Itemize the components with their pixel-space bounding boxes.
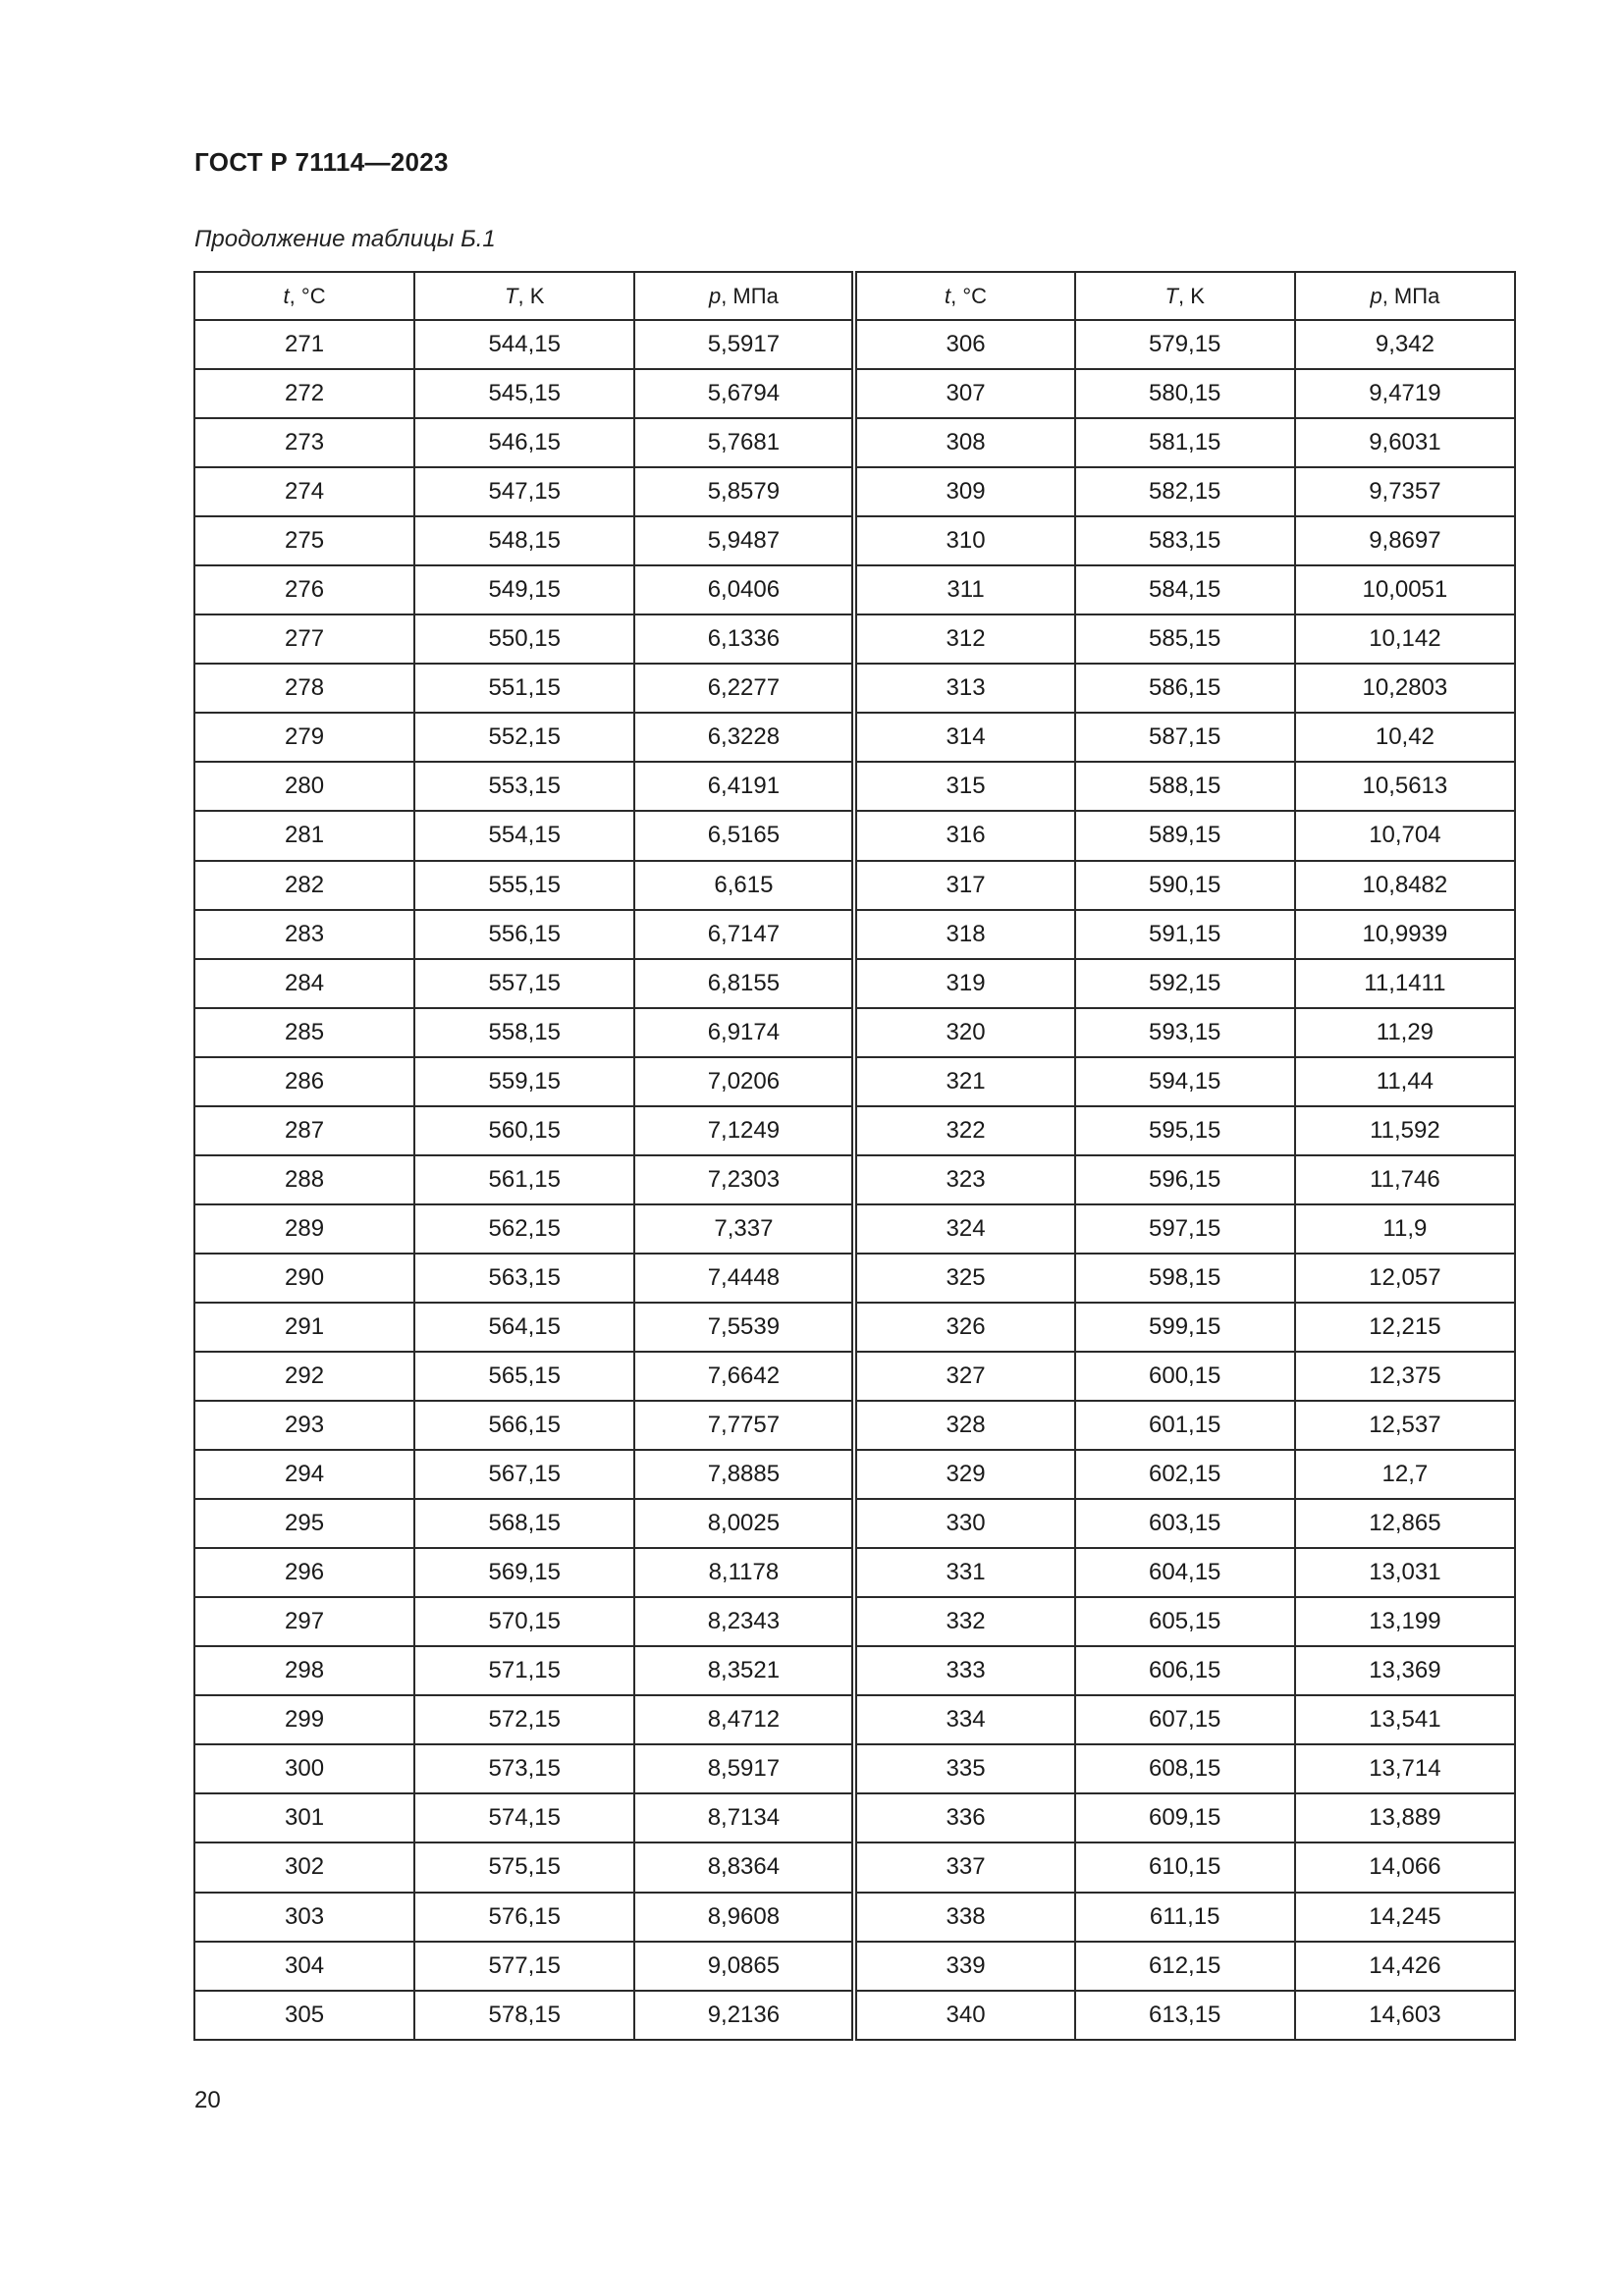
table-cell: 312: [854, 614, 1074, 664]
table-cell: 562,15: [414, 1204, 634, 1254]
table-row: [194, 713, 1515, 762]
table-row: [194, 1057, 1515, 1106]
table-cell: 7,1249: [634, 1106, 854, 1155]
table-row: [194, 1793, 1515, 1842]
table-cell: 320: [854, 1008, 1074, 1057]
table-cell: 321: [854, 1057, 1074, 1106]
table-cell: 600,15: [1075, 1352, 1295, 1401]
table-cell: 546,15: [414, 418, 634, 467]
column-unit: , МПа: [1381, 283, 1440, 308]
table-cell: 570,15: [414, 1597, 634, 1646]
table-cell: 332: [854, 1597, 1074, 1646]
table-cell: 301: [194, 1793, 414, 1842]
table-cell: 309: [854, 467, 1074, 516]
table-cell: 9,6031: [1295, 418, 1515, 467]
table-cell: 563,15: [414, 1254, 634, 1303]
table-cell: 9,342: [1295, 320, 1515, 369]
table-cell: 275: [194, 516, 414, 565]
table-cell: 587,15: [1075, 713, 1295, 762]
table-cell: 311: [854, 565, 1074, 614]
table-cell: 6,9174: [634, 1008, 854, 1057]
table-cell: 11,9: [1295, 1204, 1515, 1254]
table-cell: 569,15: [414, 1548, 634, 1597]
table-row: [194, 418, 1515, 467]
header-row: [194, 272, 1515, 320]
table-cell: 8,4712: [634, 1695, 854, 1744]
table-cell: 316: [854, 811, 1074, 860]
table-cell: 11,592: [1295, 1106, 1515, 1155]
table-cell: 597,15: [1075, 1204, 1295, 1254]
table-row: [194, 1008, 1515, 1057]
table-cell: 10,42: [1295, 713, 1515, 762]
table-cell: 319: [854, 959, 1074, 1008]
table-cell: 583,15: [1075, 516, 1295, 565]
table-cell: 9,2136: [634, 1991, 854, 2040]
table-cell: 581,15: [1075, 418, 1295, 467]
table-cell: 565,15: [414, 1352, 634, 1401]
table-cell: 577,15: [414, 1942, 634, 1991]
table-cell: 6,615: [634, 861, 854, 910]
table-cell: 6,1336: [634, 614, 854, 664]
table-row: [194, 1744, 1515, 1793]
document-id: ГОСТ Р 71114—2023: [194, 147, 449, 177]
table-cell: 556,15: [414, 910, 634, 959]
table-cell: 612,15: [1075, 1942, 1295, 1991]
table-cell: 329: [854, 1450, 1074, 1499]
table-cell: 12,215: [1295, 1303, 1515, 1352]
table-cell: 330: [854, 1499, 1074, 1548]
table-cell: 8,2343: [634, 1597, 854, 1646]
table-row: [194, 1303, 1515, 1352]
table-cell: 327: [854, 1352, 1074, 1401]
table-cell: 611,15: [1075, 1893, 1295, 1942]
table-cell: 294: [194, 1450, 414, 1499]
table-cell: 544,15: [414, 320, 634, 369]
table-cell: 271: [194, 320, 414, 369]
table-cell: 323: [854, 1155, 1074, 1204]
table-cell: 586,15: [1075, 664, 1295, 713]
table-cell: 602,15: [1075, 1450, 1295, 1499]
table-cell: 302: [194, 1842, 414, 1892]
table-cell: 561,15: [414, 1155, 634, 1204]
table-cell: 558,15: [414, 1008, 634, 1057]
table-cell: 14,426: [1295, 1942, 1515, 1991]
table-cell: 605,15: [1075, 1597, 1295, 1646]
table-cell: 274: [194, 467, 414, 516]
table-cell: 337: [854, 1842, 1074, 1892]
table-cell: 313: [854, 664, 1074, 713]
table-row: [194, 369, 1515, 418]
column-header: [1295, 272, 1515, 320]
table-row: [194, 1352, 1515, 1401]
table-cell: 579,15: [1075, 320, 1295, 369]
table-cell: 297: [194, 1597, 414, 1646]
table-cell: 314: [854, 713, 1074, 762]
table-cell: 6,3228: [634, 713, 854, 762]
table-cell: 8,5917: [634, 1744, 854, 1793]
table-row: [194, 664, 1515, 713]
table-row: [194, 910, 1515, 959]
table-cell: 11,44: [1295, 1057, 1515, 1106]
table-cell: 283: [194, 910, 414, 959]
table-cell: 575,15: [414, 1842, 634, 1892]
table-cell: 608,15: [1075, 1744, 1295, 1793]
table-caption: Продолжение таблицы Б.1: [194, 226, 496, 252]
table-cell: 322: [854, 1106, 1074, 1155]
table-cell: 568,15: [414, 1499, 634, 1548]
table-cell: 582,15: [1075, 467, 1295, 516]
column-header: [634, 272, 854, 320]
table-cell: 5,8579: [634, 467, 854, 516]
table-cell: 7,0206: [634, 1057, 854, 1106]
column-header: [854, 272, 1074, 320]
table-cell: 560,15: [414, 1106, 634, 1155]
table-cell: 9,8697: [1295, 516, 1515, 565]
table-cell: 10,5613: [1295, 762, 1515, 811]
table-cell: 5,6794: [634, 369, 854, 418]
table-cell: 5,5917: [634, 320, 854, 369]
table-row: [194, 1842, 1515, 1892]
table-cell: 551,15: [414, 664, 634, 713]
table-cell: 13,031: [1295, 1548, 1515, 1597]
table-row: [194, 1155, 1515, 1204]
table-cell: 12,7: [1295, 1450, 1515, 1499]
table-cell: 303: [194, 1893, 414, 1942]
table-cell: 7,6642: [634, 1352, 854, 1401]
table-cell: 11,1411: [1295, 959, 1515, 1008]
table-cell: 10,704: [1295, 811, 1515, 860]
table-cell: 326: [854, 1303, 1074, 1352]
table-cell: 8,9608: [634, 1893, 854, 1942]
table-row: [194, 1401, 1515, 1450]
table-cell: 324: [854, 1204, 1074, 1254]
table-cell: 7,2303: [634, 1155, 854, 1204]
column-unit: , K: [1177, 283, 1205, 308]
column-header: [1075, 272, 1295, 320]
table-cell: 591,15: [1075, 910, 1295, 959]
table-cell: 8,1178: [634, 1548, 854, 1597]
table-cell: 564,15: [414, 1303, 634, 1352]
table-cell: 5,7681: [634, 418, 854, 467]
column-unit: , °C: [950, 283, 988, 308]
column-unit: , K: [517, 283, 545, 308]
table-cell: 292: [194, 1352, 414, 1401]
table-cell: 574,15: [414, 1793, 634, 1842]
table-cell: 12,865: [1295, 1499, 1515, 1548]
table-cell: 307: [854, 369, 1074, 418]
table-cell: 595,15: [1075, 1106, 1295, 1155]
table-cell: 571,15: [414, 1646, 634, 1695]
table-header: [194, 272, 1515, 320]
table-cell: 613,15: [1075, 1991, 1295, 2040]
table-cell: 10,9939: [1295, 910, 1515, 959]
table-cell: 594,15: [1075, 1057, 1295, 1106]
table-cell: 12,537: [1295, 1401, 1515, 1450]
table-row: [194, 762, 1515, 811]
table-cell: 580,15: [1075, 369, 1295, 418]
table-cell: 610,15: [1075, 1842, 1295, 1892]
column-symbol: p: [708, 283, 722, 308]
column-header: [414, 272, 634, 320]
table-cell: 576,15: [414, 1893, 634, 1942]
table-row: [194, 811, 1515, 860]
table-row: [194, 565, 1515, 614]
table-row: [194, 1499, 1515, 1548]
table-cell: 14,245: [1295, 1893, 1515, 1942]
table-row: [194, 959, 1515, 1008]
table-cell: 310: [854, 516, 1074, 565]
table-cell: 566,15: [414, 1401, 634, 1450]
table-cell: 592,15: [1075, 959, 1295, 1008]
table-cell: 315: [854, 762, 1074, 811]
table-cell: 8,8364: [634, 1842, 854, 1892]
table-cell: 13,889: [1295, 1793, 1515, 1842]
table-cell: 6,7147: [634, 910, 854, 959]
table-row: [194, 320, 1515, 369]
table-row: [194, 1695, 1515, 1744]
table-row: [194, 467, 1515, 516]
table-cell: 286: [194, 1057, 414, 1106]
table-cell: 300: [194, 1744, 414, 1793]
table-cell: 555,15: [414, 861, 634, 910]
table-cell: 273: [194, 418, 414, 467]
table-cell: 338: [854, 1893, 1074, 1942]
table-cell: 290: [194, 1254, 414, 1303]
table-cell: 554,15: [414, 811, 634, 860]
table-cell: 282: [194, 861, 414, 910]
table-cell: 6,8155: [634, 959, 854, 1008]
table-cell: 288: [194, 1155, 414, 1204]
table-cell: 572,15: [414, 1695, 634, 1744]
table-cell: 606,15: [1075, 1646, 1295, 1695]
table-cell: 553,15: [414, 762, 634, 811]
column-symbol: t: [283, 283, 290, 308]
table-cell: 328: [854, 1401, 1074, 1450]
table-cell: 589,15: [1075, 811, 1295, 860]
table-cell: 304: [194, 1942, 414, 1991]
table-row: [194, 1646, 1515, 1695]
table-row: [194, 614, 1515, 664]
table-cell: 598,15: [1075, 1254, 1295, 1303]
table-cell: 13,541: [1295, 1695, 1515, 1744]
table-cell: 8,3521: [634, 1646, 854, 1695]
table-cell: 279: [194, 713, 414, 762]
table-cell: 285: [194, 1008, 414, 1057]
table-cell: 10,0051: [1295, 565, 1515, 614]
table-cell: 599,15: [1075, 1303, 1295, 1352]
table-row: [194, 516, 1515, 565]
table-cell: 10,2803: [1295, 664, 1515, 713]
table-cell: 318: [854, 910, 1074, 959]
table-cell: 305: [194, 1991, 414, 2040]
table-cell: 607,15: [1075, 1695, 1295, 1744]
table-cell: 6,5165: [634, 811, 854, 860]
table-cell: 10,142: [1295, 614, 1515, 664]
table-cell: 277: [194, 614, 414, 664]
table-cell: 578,15: [414, 1991, 634, 2040]
table-cell: 13,714: [1295, 1744, 1515, 1793]
table-cell: 6,4191: [634, 762, 854, 811]
table-cell: 588,15: [1075, 762, 1295, 811]
table-row: [194, 1893, 1515, 1942]
table-cell: 549,15: [414, 565, 634, 614]
table-cell: 7,337: [634, 1204, 854, 1254]
table-cell: 13,369: [1295, 1646, 1515, 1695]
table-cell: 7,7757: [634, 1401, 854, 1450]
table-row: [194, 1204, 1515, 1254]
table-cell: 287: [194, 1106, 414, 1155]
column-symbol: T: [1164, 283, 1178, 308]
table-cell: 299: [194, 1695, 414, 1744]
table-cell: 333: [854, 1646, 1074, 1695]
table-cell: 14,603: [1295, 1991, 1515, 2040]
column-symbol: t: [945, 283, 951, 308]
table-cell: 334: [854, 1695, 1074, 1744]
table-row: [194, 1991, 1515, 2040]
table-row: [194, 1254, 1515, 1303]
table-cell: 557,15: [414, 959, 634, 1008]
table-cell: 280: [194, 762, 414, 811]
table-cell: 603,15: [1075, 1499, 1295, 1548]
table-cell: 335: [854, 1744, 1074, 1793]
table-cell: 567,15: [414, 1450, 634, 1499]
table-cell: 585,15: [1075, 614, 1295, 664]
table-row: [194, 861, 1515, 910]
column-symbol: T: [505, 283, 518, 308]
table-cell: 9,7357: [1295, 467, 1515, 516]
table-cell: 12,057: [1295, 1254, 1515, 1303]
table-cell: 331: [854, 1548, 1074, 1597]
table-cell: 278: [194, 664, 414, 713]
table-cell: 6,2277: [634, 664, 854, 713]
table-cell: 14,066: [1295, 1842, 1515, 1892]
table-cell: 7,4448: [634, 1254, 854, 1303]
table-cell: 306: [854, 320, 1074, 369]
table-cell: 601,15: [1075, 1401, 1295, 1450]
table-cell: 9,4719: [1295, 369, 1515, 418]
table-cell: 295: [194, 1499, 414, 1548]
table-cell: 284: [194, 959, 414, 1008]
table-cell: 9,0865: [634, 1942, 854, 1991]
table-cell: 573,15: [414, 1744, 634, 1793]
column-symbol: p: [1370, 283, 1382, 308]
table-row: [194, 1942, 1515, 1991]
table-cell: 13,199: [1295, 1597, 1515, 1646]
table-cell: 604,15: [1075, 1548, 1295, 1597]
table-cell: 8,0025: [634, 1499, 854, 1548]
table-row: [194, 1450, 1515, 1499]
table-cell: 552,15: [414, 713, 634, 762]
table-cell: 12,375: [1295, 1352, 1515, 1401]
table-cell: 11,29: [1295, 1008, 1515, 1057]
table-cell: 6,0406: [634, 565, 854, 614]
table-cell: 298: [194, 1646, 414, 1695]
table-cell: 548,15: [414, 516, 634, 565]
table-cell: 550,15: [414, 614, 634, 664]
table-cell: 291: [194, 1303, 414, 1352]
table-body: [194, 320, 1515, 2040]
table-cell: 340: [854, 1991, 1074, 2040]
table-cell: 584,15: [1075, 565, 1295, 614]
table-cell: 545,15: [414, 369, 634, 418]
column-header: [194, 272, 414, 320]
table-cell: 5,9487: [634, 516, 854, 565]
table-cell: 276: [194, 565, 414, 614]
table-cell: 559,15: [414, 1057, 634, 1106]
table-cell: 336: [854, 1793, 1074, 1842]
table-cell: 7,5539: [634, 1303, 854, 1352]
table-cell: 325: [854, 1254, 1074, 1303]
table-row: [194, 1106, 1515, 1155]
table-cell: 317: [854, 861, 1074, 910]
table-cell: 339: [854, 1942, 1074, 1991]
table-cell: 308: [854, 418, 1074, 467]
table-cell: 593,15: [1075, 1008, 1295, 1057]
table-row: [194, 1548, 1515, 1597]
table-cell: 10,8482: [1295, 861, 1515, 910]
table-cell: 293: [194, 1401, 414, 1450]
table-cell: 281: [194, 811, 414, 860]
table-cell: 296: [194, 1548, 414, 1597]
table-cell: 609,15: [1075, 1793, 1295, 1842]
table-cell: 547,15: [414, 467, 634, 516]
table-cell: 272: [194, 369, 414, 418]
table-cell: 11,746: [1295, 1155, 1515, 1204]
column-unit: , МПа: [721, 283, 779, 308]
table-cell: 8,7134: [634, 1793, 854, 1842]
page-number: 20: [194, 2087, 221, 2113]
data-table: [193, 271, 1516, 2041]
table-cell: 289: [194, 1204, 414, 1254]
column-unit: , °C: [289, 283, 326, 308]
table-cell: 7,8885: [634, 1450, 854, 1499]
table-cell: 590,15: [1075, 861, 1295, 910]
table-cell: 596,15: [1075, 1155, 1295, 1204]
table-row: [194, 1597, 1515, 1646]
